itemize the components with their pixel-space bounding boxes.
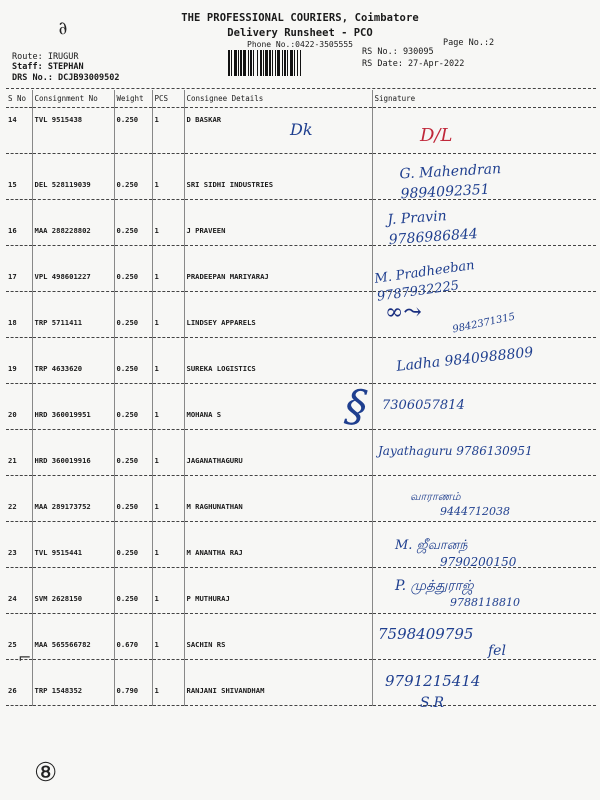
barcode-bar xyxy=(301,50,302,76)
cell-sno: 24 xyxy=(6,568,32,614)
barcode xyxy=(228,50,356,76)
cell-consignee: M ANANTHA RAJ xyxy=(184,522,372,568)
handwriting-16: J. Pravin 9786986844 xyxy=(386,208,479,249)
handwriting-18: 9842371315 xyxy=(451,311,517,336)
signature-22: வாராணம் xyxy=(410,490,461,503)
phone-number: Phone No.:0422-3505555 xyxy=(247,40,353,49)
route: Route: IRUGUR xyxy=(12,52,79,62)
corner-mark: ∂ xyxy=(55,17,70,40)
handwriting-26: 9791215414 xyxy=(385,672,481,690)
cell-sno: 26 xyxy=(6,660,32,706)
cell-pcs: 1 xyxy=(152,476,184,522)
cell-weight: 0.250 xyxy=(114,522,152,568)
cell-consignment: HRD 360019916 xyxy=(32,430,114,476)
cell-consignee: LINDSEY APPARELS xyxy=(184,292,372,338)
cell-sno: 19 xyxy=(6,338,32,384)
cell-consignee: SUREKA LOGISTICS xyxy=(184,338,372,384)
cell-consignment: SVM 2628150 xyxy=(32,568,114,614)
cell-pcs: 1 xyxy=(152,568,184,614)
scribble-20-21: § xyxy=(342,380,370,433)
cell-weight: 0.250 xyxy=(114,384,152,430)
cell-weight: 0.250 xyxy=(114,292,152,338)
cell-weight: 0.250 xyxy=(114,568,152,614)
cell-consignment: TVL 9515441 xyxy=(32,522,114,568)
cell-consignee: P MUTHURAJ xyxy=(184,568,372,614)
handwriting-20: 7306057814 xyxy=(382,398,465,413)
cell-consignee: MOHANA S xyxy=(184,384,372,430)
cell-pcs: 1 xyxy=(152,338,184,384)
table-row xyxy=(6,614,596,660)
handwriting-25: 7598409795 xyxy=(378,625,474,643)
handwriting-22: 9444712038 xyxy=(440,505,510,518)
handwriting-24: 9788118810 xyxy=(450,596,520,609)
cell-consignment: MAA 289173752 xyxy=(32,476,114,522)
cell-pcs: 1 xyxy=(152,384,184,430)
cell-pcs: 1 xyxy=(152,108,184,154)
cell-weight: 0.250 xyxy=(114,338,152,384)
cell-weight: 0.250 xyxy=(114,476,152,522)
table-row xyxy=(6,384,596,430)
signature-26: S.R xyxy=(420,695,445,711)
rs-number: RS No.: 930095 xyxy=(362,47,434,57)
cell-consignment: TRP 4633620 xyxy=(32,338,114,384)
table-header-row xyxy=(6,90,596,108)
cell-consignee: M RAGHUNATHAN xyxy=(184,476,372,522)
handwriting-14: D/L xyxy=(420,125,453,146)
cell-sno: 16 xyxy=(6,200,32,246)
cell-sno: 17 xyxy=(6,246,32,292)
cell-weight: 0.250 xyxy=(114,246,152,292)
cell-sno: 21 xyxy=(6,430,32,476)
rs-date: RS Date: 27-Apr-2022 xyxy=(362,59,465,69)
cell-consignment: DEL 528119039 xyxy=(32,154,114,200)
signature-14: Dk xyxy=(290,120,313,139)
cell-consignee: J PRAVEEN xyxy=(184,200,372,246)
col-pcs: PCS xyxy=(152,90,184,108)
company-title: THE PROFESSIONAL COURIERS, Coimbatore xyxy=(181,12,419,24)
cell-consignment: TRP 1548352 xyxy=(32,660,114,706)
page-number: Page No.:2 xyxy=(443,38,495,48)
drs-number: DRS No.: DCJB93009502 xyxy=(12,73,120,83)
handwriting-17: M. Pradheeban 9787932225 xyxy=(373,258,476,305)
runsheet-title: Delivery Runsheet - PCO xyxy=(227,27,373,39)
cell-consignee: JAGANATHAGURU xyxy=(184,430,372,476)
row-tick: ⌐ xyxy=(18,648,32,667)
cell-consignment: MAA 288228802 xyxy=(32,200,114,246)
col-weight: Weight xyxy=(114,90,152,108)
handwriting-19: Ladha 9840988809 xyxy=(395,344,534,375)
cell-consignee: SACHIN RS xyxy=(184,614,372,660)
handwriting-21: Jayathaguru 9786130951 xyxy=(378,444,533,458)
signature-24: P. முத்துராஜ் xyxy=(395,578,474,594)
cell-pcs: 1 xyxy=(152,200,184,246)
cell-sno: 22 xyxy=(6,476,32,522)
table-row xyxy=(6,660,596,706)
staff: Staff: STEPHAN xyxy=(12,62,84,72)
cell-pcs: 1 xyxy=(152,292,184,338)
cell-weight: 0.670 xyxy=(114,614,152,660)
cell-weight: 0.250 xyxy=(114,200,152,246)
cell-consignment: TRP 5711411 xyxy=(32,292,114,338)
cell-sno: 23 xyxy=(6,522,32,568)
cell-consignee: RANJANI SHIVANDHAM xyxy=(184,660,372,706)
cell-weight: 0.250 xyxy=(114,154,152,200)
cell-sno: 18 xyxy=(6,292,32,338)
cell-weight: 0.250 xyxy=(114,108,152,154)
cell-sno: 14 xyxy=(6,108,32,154)
cell-sno: 25 xyxy=(6,614,32,660)
cell-signature xyxy=(372,108,596,154)
signature-23: M. ஜீவானந் xyxy=(395,538,468,553)
cell-weight: 0.790 xyxy=(114,660,152,706)
cell-consignment: MAA 565566782 xyxy=(32,614,114,660)
col-consignment: Consignment No xyxy=(32,90,114,108)
handwriting-23: 9790200150 xyxy=(440,555,517,569)
cell-pcs: 1 xyxy=(152,154,184,200)
cell-consignment: VPL 498601227 xyxy=(32,246,114,292)
cell-consignee: PRADEEPAN MARIYARAJ xyxy=(184,246,372,292)
signature-25: fel xyxy=(488,643,506,659)
col-consignee: Consignee Details xyxy=(184,90,372,108)
header-rule xyxy=(6,88,596,89)
cell-pcs: 1 xyxy=(152,660,184,706)
bottom-mark: ⑧ xyxy=(34,758,58,788)
cell-pcs: 1 xyxy=(152,430,184,476)
cell-pcs: 1 xyxy=(152,614,184,660)
cell-consignee: D BASKAR xyxy=(184,108,372,154)
cell-consignment: TVL 9515438 xyxy=(32,108,114,154)
col-sno: S No xyxy=(6,90,32,108)
cell-sno: 20 xyxy=(6,384,32,430)
cell-pcs: 1 xyxy=(152,522,184,568)
cell-consignee: SRI SIDHI INDUSTRIES xyxy=(184,154,372,200)
cell-sno: 15 xyxy=(6,154,32,200)
cell-consignment: HRD 360019951 xyxy=(32,384,114,430)
col-signature: Signature xyxy=(372,90,596,108)
handwriting-15: G. Mahendran 9894092351 xyxy=(399,161,502,203)
cell-weight: 0.250 xyxy=(114,430,152,476)
signature-18: ∞⤳ xyxy=(385,300,422,325)
cell-pcs: 1 xyxy=(152,246,184,292)
